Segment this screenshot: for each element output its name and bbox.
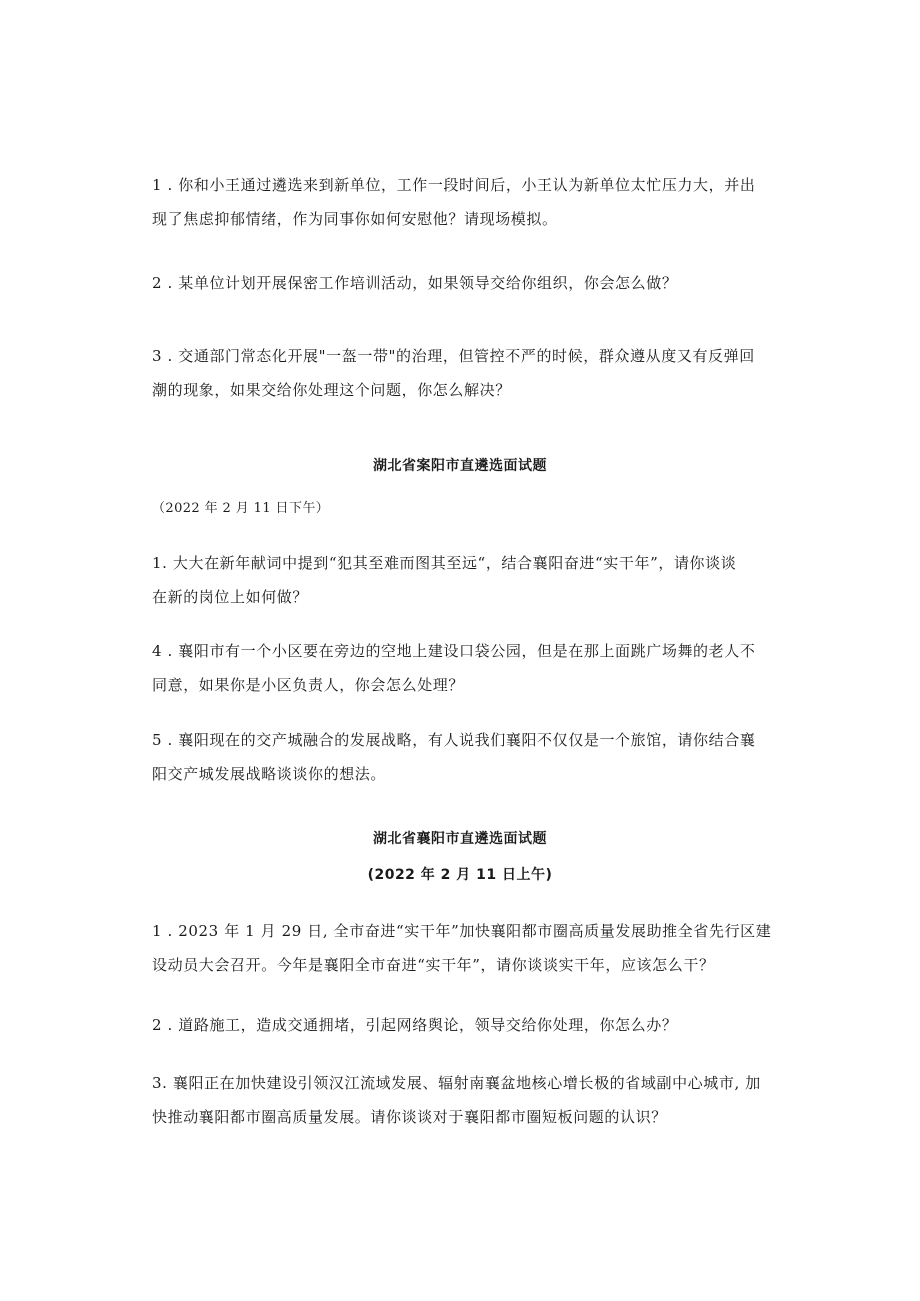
question-line: 快推动襄阳都市圈高质量发展。请你谈谈对于襄阳都市圈短板问题的认识？ [152, 1108, 667, 1126]
question-2 [152, 1008, 762, 1042]
question-line: 在新的岗位上如何做？ [152, 588, 309, 606]
question-line: 设动员大会召开。今年是襄阳全市奋进“实干年”，请你谈谈实干年，应该怎么干？ [152, 956, 715, 974]
section-date: （2022 年 2 月 11 日下午） [152, 501, 330, 516]
question-line: 4 . 襄阳市有一个小区要在旁边的空地上建设口袋公园，但是在那上面跳广场舞的老人不 [152, 642, 756, 660]
question-line: 1 . 2023 年 1 月 29 日, 全市奋进“实干年”加快襄阳都市圈高质量发展助推全省先行区建 [152, 922, 772, 940]
section-title: 湖北省案阳市直遴选面试题 [373, 458, 547, 474]
question-5 [152, 723, 762, 791]
question-4 [152, 634, 762, 702]
question-3 [152, 339, 762, 407]
question-line: 同意，如果你是小区负责人，你会怎么处理？ [152, 676, 465, 694]
question-line: 现了焦虑抑郁情绪，作为同事你如何安慰他？请现场模拟。 [152, 210, 558, 228]
question-line: 1. 大大在新年献词中提到“犯其至难而图其至远“，结合襄阳奋进“实干年”，请你谈谈 [152, 554, 737, 572]
question-1 [152, 914, 772, 982]
question-2 [152, 266, 762, 300]
question-1 [152, 546, 762, 614]
question-line: 阳交产城发展战略谈谈你的想法。 [152, 765, 387, 783]
question-line: 3 . 交通部门常态化开展"一盔一带"的治理，但管控不严的时候，群众遵从度又有反弹回 [152, 347, 755, 365]
question-line: 2 . 某单位计划开展保密工作培训活动，如果领导交给你组织，你会怎么做？ [152, 274, 678, 292]
question-line: 5 . 襄阳现在的交产城融合的发展战略，有人说我们襄阳不仅仅是一个旅馆，请你结合襄 [152, 731, 756, 749]
section-date: (2022 年 2 月 11 日上午) [367, 867, 553, 883]
section-title: 湖北省襄阳市直遴选面试题 [373, 831, 547, 847]
question-line: 3. 襄阳正在加快建设引领汉江流域发展、辐射南襄盆地核心增长极的省域副中心城市, 加 [152, 1074, 761, 1092]
question-line: 2 . 道路施工，造成交通拥堵，引起网络舆论，领导交给你处理，你怎么办？ [152, 1016, 678, 1034]
question-1 [152, 168, 762, 236]
question-line: 潮的现象，如果交给你处理这个问题，你怎么解决？ [152, 381, 511, 399]
question-line: 1 . 你和小王通过遴选来到新单位，工作一段时间后，小王认为新单位太忙压力大，并出 [152, 176, 756, 194]
question-3 [152, 1066, 762, 1134]
